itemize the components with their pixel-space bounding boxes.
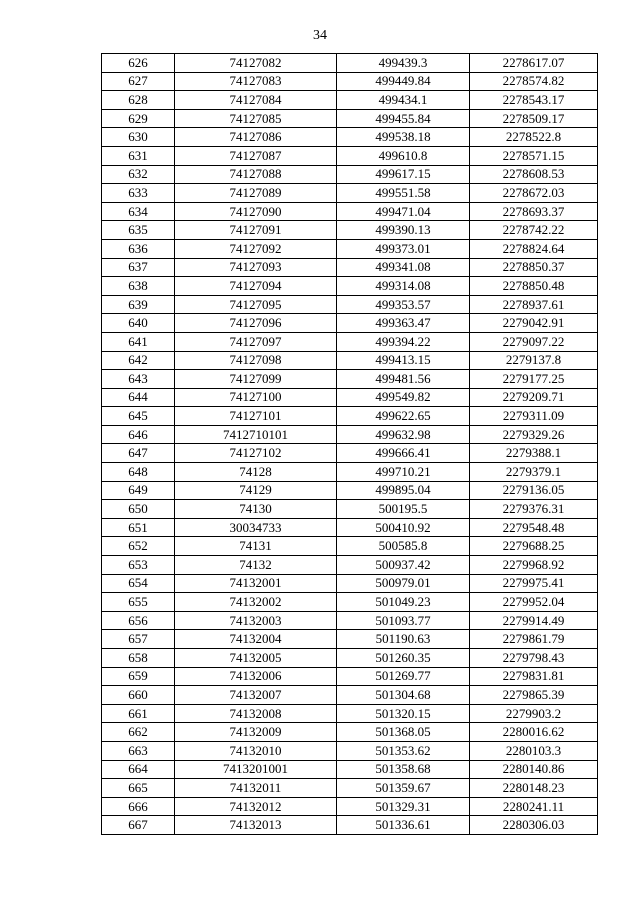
table-row xyxy=(102,797,598,816)
table-row xyxy=(102,314,598,333)
table-row xyxy=(102,760,598,779)
point-id-cell: 74127088 xyxy=(175,165,337,184)
point-id-cell: 74128 xyxy=(175,463,337,482)
table-row xyxy=(102,388,598,407)
row-index-cell: 665 xyxy=(102,779,175,798)
y-coordinate-cell: 2280148.23 xyxy=(470,779,598,798)
y-coordinate-cell: 2279177.25 xyxy=(470,370,598,389)
row-index-cell: 631 xyxy=(102,146,175,165)
x-coordinate-cell: 500195.5 xyxy=(337,500,470,519)
table-row xyxy=(102,556,598,575)
point-id-cell: 74127097 xyxy=(175,332,337,351)
point-id-cell: 74127084 xyxy=(175,91,337,110)
y-coordinate-cell: 2279379.1 xyxy=(470,463,598,482)
table-row xyxy=(102,649,598,668)
y-coordinate-cell: 2278571.15 xyxy=(470,146,598,165)
table-row xyxy=(102,463,598,482)
y-coordinate-cell: 2279968.92 xyxy=(470,556,598,575)
point-id-cell: 74127089 xyxy=(175,184,337,203)
row-index-cell: 649 xyxy=(102,481,175,500)
row-index-cell: 627 xyxy=(102,72,175,91)
table-row xyxy=(102,425,598,444)
point-id-cell: 74127083 xyxy=(175,72,337,91)
row-index-cell: 664 xyxy=(102,760,175,779)
table-row xyxy=(102,221,598,240)
row-index-cell: 637 xyxy=(102,258,175,277)
x-coordinate-cell: 499895.04 xyxy=(337,481,470,500)
row-index-cell: 650 xyxy=(102,500,175,519)
point-id-cell: 74132006 xyxy=(175,667,337,686)
table-row xyxy=(102,593,598,612)
table-row xyxy=(102,816,598,835)
point-id-cell: 74127101 xyxy=(175,407,337,426)
point-id-cell: 74132005 xyxy=(175,649,337,668)
table-row xyxy=(102,611,598,630)
row-index-cell: 645 xyxy=(102,407,175,426)
row-index-cell: 632 xyxy=(102,165,175,184)
point-id-cell: 7413201001 xyxy=(175,760,337,779)
table-row xyxy=(102,574,598,593)
table-row xyxy=(102,239,598,258)
x-coordinate-cell: 501329.31 xyxy=(337,797,470,816)
point-id-cell: 74132004 xyxy=(175,630,337,649)
point-id-cell: 74132007 xyxy=(175,686,337,705)
y-coordinate-cell: 2278824.64 xyxy=(470,239,598,258)
row-index-cell: 654 xyxy=(102,574,175,593)
y-coordinate-cell: 2280103.3 xyxy=(470,741,598,760)
point-id-cell: 74127099 xyxy=(175,370,337,389)
point-id-cell: 74132010 xyxy=(175,741,337,760)
point-id-cell: 74127098 xyxy=(175,351,337,370)
row-index-cell: 644 xyxy=(102,388,175,407)
point-id-cell: 74132001 xyxy=(175,574,337,593)
row-index-cell: 660 xyxy=(102,686,175,705)
x-coordinate-cell: 499449.84 xyxy=(337,72,470,91)
table-row xyxy=(102,444,598,463)
point-id-cell: 74127092 xyxy=(175,239,337,258)
y-coordinate-cell: 2279042.91 xyxy=(470,314,598,333)
point-id-cell: 74127087 xyxy=(175,146,337,165)
x-coordinate-cell: 501260.35 xyxy=(337,649,470,668)
y-coordinate-cell: 2279861.79 xyxy=(470,630,598,649)
point-id-cell: 74127100 xyxy=(175,388,337,407)
x-coordinate-cell: 499538.18 xyxy=(337,128,470,147)
table-row xyxy=(102,370,598,389)
x-coordinate-cell: 501190.63 xyxy=(337,630,470,649)
x-coordinate-cell: 499471.04 xyxy=(337,202,470,221)
point-id-cell: 74127082 xyxy=(175,54,337,73)
row-index-cell: 634 xyxy=(102,202,175,221)
x-coordinate-cell: 499481.56 xyxy=(337,370,470,389)
row-index-cell: 638 xyxy=(102,277,175,296)
y-coordinate-cell: 2279914.49 xyxy=(470,611,598,630)
x-coordinate-cell: 499314.08 xyxy=(337,277,470,296)
y-coordinate-cell: 2278617.07 xyxy=(470,54,598,73)
row-index-cell: 641 xyxy=(102,332,175,351)
y-coordinate-cell: 2280016.62 xyxy=(470,723,598,742)
x-coordinate-cell: 499439.3 xyxy=(337,54,470,73)
x-coordinate-cell: 499666.41 xyxy=(337,444,470,463)
y-coordinate-cell: 2278574.82 xyxy=(470,72,598,91)
point-id-cell: 30034733 xyxy=(175,518,337,537)
x-coordinate-cell: 499434.1 xyxy=(337,91,470,110)
x-coordinate-cell: 499373.01 xyxy=(337,239,470,258)
x-coordinate-cell: 499394.22 xyxy=(337,332,470,351)
table-row xyxy=(102,258,598,277)
row-index-cell: 651 xyxy=(102,518,175,537)
point-id-cell: 74127095 xyxy=(175,295,337,314)
page-number: 34 xyxy=(313,28,327,43)
y-coordinate-cell: 2279798.43 xyxy=(470,649,598,668)
row-index-cell: 628 xyxy=(102,91,175,110)
point-id-cell: 74127085 xyxy=(175,109,337,128)
table-row xyxy=(102,630,598,649)
point-id-cell: 74132002 xyxy=(175,593,337,612)
point-id-cell: 74132008 xyxy=(175,704,337,723)
x-coordinate-cell: 500410.92 xyxy=(337,518,470,537)
x-coordinate-cell: 501336.61 xyxy=(337,816,470,835)
row-index-cell: 633 xyxy=(102,184,175,203)
table-row xyxy=(102,109,598,128)
y-coordinate-cell: 2279329.26 xyxy=(470,425,598,444)
x-coordinate-cell: 501353.62 xyxy=(337,741,470,760)
x-coordinate-cell: 501368.05 xyxy=(337,723,470,742)
table-row xyxy=(102,128,598,147)
table-row xyxy=(102,332,598,351)
y-coordinate-cell: 2279975.41 xyxy=(470,574,598,593)
point-id-cell: 74132013 xyxy=(175,816,337,835)
x-coordinate-cell: 499710.21 xyxy=(337,463,470,482)
y-coordinate-cell: 2279136.05 xyxy=(470,481,598,500)
y-coordinate-cell: 2278543.17 xyxy=(470,91,598,110)
table-row xyxy=(102,277,598,296)
point-id-cell: 74127091 xyxy=(175,221,337,240)
row-index-cell: 643 xyxy=(102,370,175,389)
point-id-cell: 74132009 xyxy=(175,723,337,742)
row-index-cell: 648 xyxy=(102,463,175,482)
table-row xyxy=(102,295,598,314)
x-coordinate-cell: 499632.98 xyxy=(337,425,470,444)
point-id-cell: 74132 xyxy=(175,556,337,575)
row-index-cell: 659 xyxy=(102,667,175,686)
y-coordinate-cell: 2279548.48 xyxy=(470,518,598,537)
table-row xyxy=(102,91,598,110)
point-id-cell: 74127094 xyxy=(175,277,337,296)
y-coordinate-cell: 2278608.53 xyxy=(470,165,598,184)
y-coordinate-cell: 2279137.8 xyxy=(470,351,598,370)
point-id-cell: 74127086 xyxy=(175,128,337,147)
row-index-cell: 661 xyxy=(102,704,175,723)
x-coordinate-cell: 500979.01 xyxy=(337,574,470,593)
row-index-cell: 629 xyxy=(102,109,175,128)
y-coordinate-cell: 2278509.17 xyxy=(470,109,598,128)
row-index-cell: 635 xyxy=(102,221,175,240)
point-id-cell: 74129 xyxy=(175,481,337,500)
x-coordinate-cell: 500937.42 xyxy=(337,556,470,575)
y-coordinate-cell: 2278522.8 xyxy=(470,128,598,147)
row-index-cell: 636 xyxy=(102,239,175,258)
coordinates-table xyxy=(101,53,598,835)
point-id-cell: 74127102 xyxy=(175,444,337,463)
table-row xyxy=(102,741,598,760)
y-coordinate-cell: 2280140.86 xyxy=(470,760,598,779)
y-coordinate-cell: 2280306.03 xyxy=(470,816,598,835)
table-row xyxy=(102,686,598,705)
x-coordinate-cell: 501320.15 xyxy=(337,704,470,723)
y-coordinate-cell: 2279831.81 xyxy=(470,667,598,686)
row-index-cell: 667 xyxy=(102,816,175,835)
row-index-cell: 666 xyxy=(102,797,175,816)
x-coordinate-cell: 501093.77 xyxy=(337,611,470,630)
y-coordinate-cell: 2278937.61 xyxy=(470,295,598,314)
x-coordinate-cell: 499390.13 xyxy=(337,221,470,240)
point-id-cell: 74130 xyxy=(175,500,337,519)
table-row xyxy=(102,667,598,686)
y-coordinate-cell: 2279097.22 xyxy=(470,332,598,351)
x-coordinate-cell: 499549.82 xyxy=(337,388,470,407)
row-index-cell: 630 xyxy=(102,128,175,147)
x-coordinate-cell: 499413.15 xyxy=(337,351,470,370)
y-coordinate-cell: 2280241.11 xyxy=(470,797,598,816)
point-id-cell: 74127090 xyxy=(175,202,337,221)
y-coordinate-cell: 2279311.09 xyxy=(470,407,598,426)
table-row xyxy=(102,407,598,426)
x-coordinate-cell: 499363.47 xyxy=(337,314,470,333)
y-coordinate-cell: 2278742.22 xyxy=(470,221,598,240)
x-coordinate-cell: 499341.08 xyxy=(337,258,470,277)
table-row xyxy=(102,54,598,73)
table-row xyxy=(102,704,598,723)
row-index-cell: 626 xyxy=(102,54,175,73)
y-coordinate-cell: 2279688.25 xyxy=(470,537,598,556)
row-index-cell: 647 xyxy=(102,444,175,463)
row-index-cell: 653 xyxy=(102,556,175,575)
row-index-cell: 639 xyxy=(102,295,175,314)
table-row xyxy=(102,351,598,370)
y-coordinate-cell: 2279952.04 xyxy=(470,593,598,612)
x-coordinate-cell: 501304.68 xyxy=(337,686,470,705)
x-coordinate-cell: 501049.23 xyxy=(337,593,470,612)
table-row xyxy=(102,500,598,519)
table-row xyxy=(102,481,598,500)
table-row xyxy=(102,537,598,556)
x-coordinate-cell: 501269.77 xyxy=(337,667,470,686)
x-coordinate-cell: 501359.67 xyxy=(337,779,470,798)
y-coordinate-cell: 2278672.03 xyxy=(470,184,598,203)
table-row xyxy=(102,779,598,798)
x-coordinate-cell: 500585.8 xyxy=(337,537,470,556)
x-coordinate-cell: 499551.58 xyxy=(337,184,470,203)
x-coordinate-cell: 499622.65 xyxy=(337,407,470,426)
y-coordinate-cell: 2278693.37 xyxy=(470,202,598,221)
row-index-cell: 655 xyxy=(102,593,175,612)
row-index-cell: 656 xyxy=(102,611,175,630)
x-coordinate-cell: 499455.84 xyxy=(337,109,470,128)
point-id-cell: 74132011 xyxy=(175,779,337,798)
y-coordinate-cell: 2279388.1 xyxy=(470,444,598,463)
y-coordinate-cell: 2279865.39 xyxy=(470,686,598,705)
y-coordinate-cell: 2279376.31 xyxy=(470,500,598,519)
point-id-cell: 74127096 xyxy=(175,314,337,333)
point-id-cell: 7412710101 xyxy=(175,425,337,444)
row-index-cell: 662 xyxy=(102,723,175,742)
table-row xyxy=(102,165,598,184)
row-index-cell: 642 xyxy=(102,351,175,370)
table-row xyxy=(102,146,598,165)
point-id-cell: 74132012 xyxy=(175,797,337,816)
x-coordinate-cell: 499617.15 xyxy=(337,165,470,184)
table-row xyxy=(102,518,598,537)
y-coordinate-cell: 2278850.48 xyxy=(470,277,598,296)
x-coordinate-cell: 499353.57 xyxy=(337,295,470,314)
x-coordinate-cell: 499610.8 xyxy=(337,146,470,165)
row-index-cell: 652 xyxy=(102,537,175,556)
y-coordinate-cell: 2278850.37 xyxy=(470,258,598,277)
point-id-cell: 74132003 xyxy=(175,611,337,630)
row-index-cell: 646 xyxy=(102,425,175,444)
row-index-cell: 657 xyxy=(102,630,175,649)
x-coordinate-cell: 501358.68 xyxy=(337,760,470,779)
table-row xyxy=(102,202,598,221)
point-id-cell: 74127093 xyxy=(175,258,337,277)
row-index-cell: 640 xyxy=(102,314,175,333)
table-row xyxy=(102,72,598,91)
y-coordinate-cell: 2279209.71 xyxy=(470,388,598,407)
y-coordinate-cell: 2279903.2 xyxy=(470,704,598,723)
row-index-cell: 663 xyxy=(102,741,175,760)
table-row xyxy=(102,723,598,742)
coordinates-table-body xyxy=(102,54,598,835)
table-row xyxy=(102,184,598,203)
point-id-cell: 74131 xyxy=(175,537,337,556)
row-index-cell: 658 xyxy=(102,649,175,668)
